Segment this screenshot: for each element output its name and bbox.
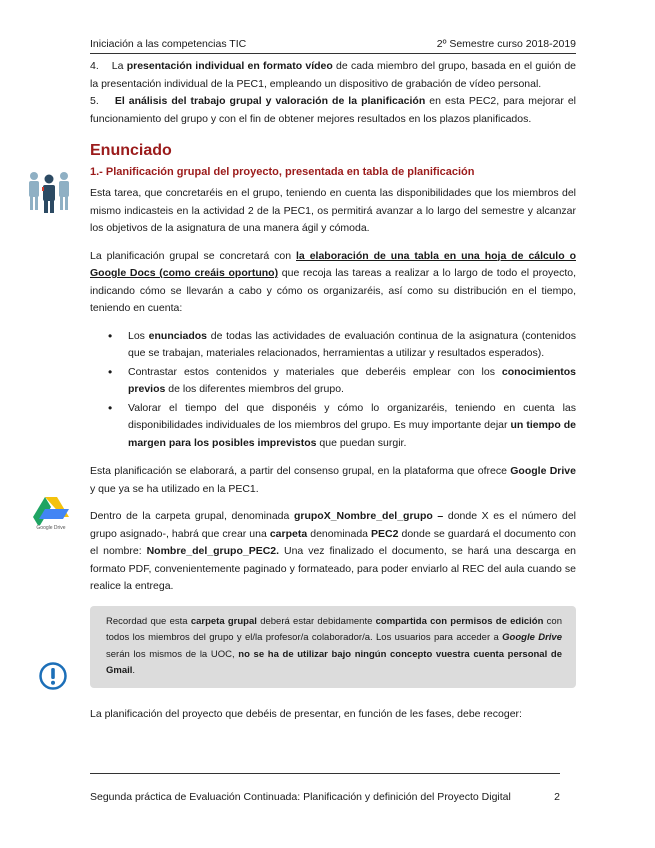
subsection-title: 1.- Planificación grupal del proyecto, presentada en tabla de planificación: [90, 166, 475, 178]
warning-icon: [38, 661, 68, 691]
page-header: [90, 38, 576, 54]
paragraph-3: Esta planificación se elaborará, a partir del consenso grupal, en la plataforma que ofrece Google Drive y que ya se ha utilizado en la PEC1.: [90, 465, 576, 495]
google-drive-icon: [28, 495, 74, 535]
bullet-list: [90, 328, 576, 453]
paragraph-1: Esta tarea, que concretaréis en el grupo, teniendo en cuenta las disponibilidades que los miembros del mismo indicasteis en la actividad 2 de la PEC1, os permitirá avanzar a lo largo del semestre y alcanzar los objetivos de la asignatura de una manera ágil y cómoda.: [90, 187, 576, 234]
note-box: [90, 606, 576, 688]
list-item-4: 4. La presentación individual en formato vídeo de cada miembro del grupo, basada en el guión de la presentación individual de la PEC1, empleando un dispositivo de grabación de vídeo personal.: [90, 60, 576, 90]
page-number: 2: [554, 791, 560, 803]
list-item-5: 5. El análisis del trabajo grupal y valoración de la planificación en esta PEC2, para mejorar el funcionamiento del grupo y con el fin de obtener mejores resultados en los plazos planificados.: [90, 95, 577, 125]
google-drive-caption: Google Drive: [36, 525, 66, 531]
page-content: [90, 58, 576, 723]
header-semester: 2º Semestre curso 2018-2019: [436, 38, 576, 50]
bullet-item: • Los enunciados de todas las actividades de evaluación continua de la asignatura (contenidos que se trabajan, materiales relacionados, herramientas a utilizar y resultados esperados).: [128, 328, 576, 363]
page-footer: [90, 791, 560, 803]
paragraph-5: La planificación del proyecto que debéis de presentar, en función de les fases, debe recoger:: [90, 707, 522, 720]
bullet-item: • Valorar el tiempo del que disponéis y cómo lo organizaréis, teniendo en cuenta las disponibilidades individuales de los miembros del grupo. Es muy importante dejar un tiempo de margen para los posibles imprevistos que puedan surgir.: [128, 400, 576, 453]
paragraph-4: Dentro de la carpeta grupal, denominada grupoX_Nombre_del_grupo – donde X es el número del grupo asignado-, habrá que crear una carpeta denominada PEC2 donde se guardará el documento con el nombre: Nombre_del_grupo_PEC2. Una vez finalizado el documento, se hará una descarga en formato PDF, convenientemente paginado y formateado, para poder enviarlo al REC del aula cuando se realice la entrega.: [90, 510, 576, 592]
footer-text: Segunda práctica de Evaluación Continuada: Planificación y definición del Proyecto Digital: [90, 791, 511, 803]
people-icon: [26, 170, 74, 214]
paragraph-2: La planificación grupal se concretará con la elaboración de una tabla en una hoja de cálculo o Google Docs (como creáis oportuno) que recoja las tareas a realizar a lo largo de todo el proyecto, indicando cómo se llevarán a cabo y cómo os organizaréis, así como su distribución en el tiempo, teniendo en cuenta:: [90, 249, 576, 314]
header-course: Iniciación a las competencias TIC: [90, 38, 247, 50]
section-title: Enunciado: [90, 142, 172, 159]
note-text: Recordad que esta carpeta grupal deberá estar debidamente compartida con permisos de edición con todos los miembros del grupo y el/la profesor/a colaborador/a. Los usuarios para acceder a Google Drive serán los mismos de la UOC, no se ha de utilizar bajo ningún concepto vuestra cuenta personal de Gmail.: [106, 615, 562, 676]
bullet-item: • Contrastar estos contenidos y materiales que deberéis emplear con los conocimientos previos de los diferentes miembros del grupo.: [128, 364, 576, 399]
footer-divider: [90, 773, 560, 774]
